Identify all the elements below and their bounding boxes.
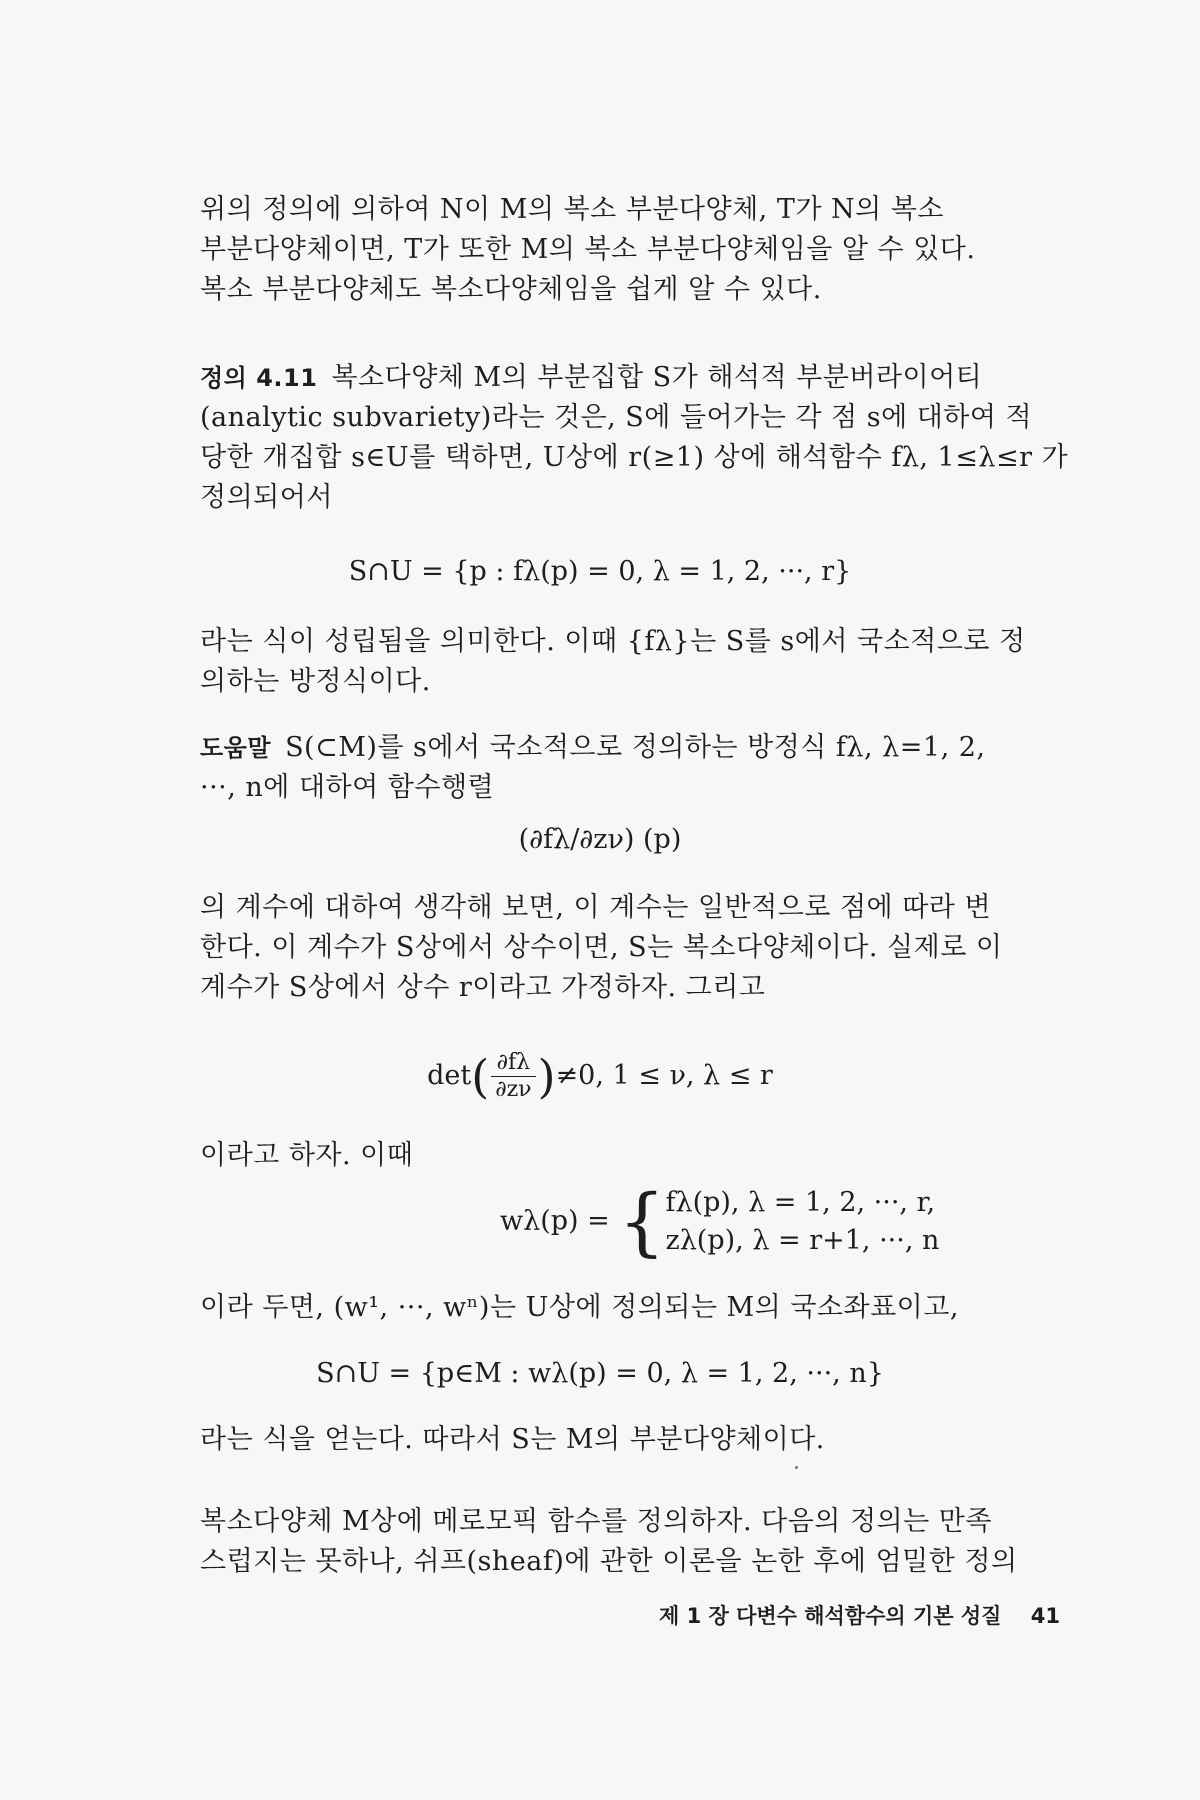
remark-paragraph (200, 728, 1060, 808)
remark-label: 도움말 (200, 734, 272, 762)
det-condition: ≠0, 1 ≤ ν, λ ≤ r (555, 1060, 773, 1091)
rank-paragraph (200, 888, 1060, 1008)
text-line: 라는 식이 성립됨을 의미한다. 이때 {fλ}는 S를 s에서 국소적으로 정 (200, 626, 1026, 657)
text-line: 계수가 S상에서 상수 r이라고 가정하자. 그리고 (200, 972, 766, 1003)
text-line: 의하는 방정식이다. (200, 666, 431, 697)
text-line: 부분다양체이면, T가 또한 M의 복소 부분다양체임을 알 수 있다. (200, 234, 976, 265)
fraction-numerator: ∂fλ (491, 1050, 535, 1077)
speck (795, 1466, 798, 1469)
page-footer (560, 1600, 1060, 1630)
coordinate-line (200, 1288, 1060, 1328)
chapter-title: 제 1 장 다변수 해석함수의 기본 성질 (658, 1604, 1002, 1628)
meromorphic-paragraph (200, 1502, 1060, 1582)
definition-equation: S∩U = {p : fλ(p) = 0, λ = 1, 2, ···, r} (348, 556, 852, 587)
text-line: 이라 두면, (w¹, ···, wⁿ)는 U상에 정의되는 M의 국소좌표이고, (200, 1292, 959, 1323)
definition-conclusion (200, 622, 1060, 702)
jacobian-matrix: (∂fλ/∂zν) (p) (518, 824, 682, 855)
text-line: 위의 정의에 의하여 N이 M의 복소 부분다양체, T가 N의 복소 (200, 194, 944, 225)
text-line: 복소다양체 M상에 메로모픽 함수를 정의하자. 다음의 정의는 만족 (200, 1506, 992, 1537)
remark-text: S(⊂M)를 s에서 국소적으로 정의하는 방정식 fλ, λ=1, 2, (285, 732, 986, 763)
result-line (200, 1420, 1060, 1460)
text-line: 복소 부분다양체도 복소다양체임을 쉽게 알 수 있다. (200, 274, 822, 305)
let-line (200, 1136, 1060, 1176)
text-line: 한다. 이 계수가 S상에서 상수이면, S는 복소다양체이다. 실제로 이 (200, 932, 1003, 963)
text-line: 정의되어서 (200, 482, 333, 513)
text-line: (analytic subvariety)라는 것은, S에 들어가는 각 점 s에 대하여 적 (200, 402, 1033, 433)
case-1: fλ(p), λ = 1, 2, ···, r, (665, 1187, 936, 1218)
page-number: 41 (1030, 1604, 1060, 1628)
fraction-denominator: ∂zν (495, 1077, 532, 1102)
definition-label: 정의 4.11 (200, 364, 318, 392)
text-line: ···, n에 대하여 함수행렬 (200, 772, 495, 803)
cases (665, 1184, 939, 1260)
text-line: 의 계수에 대하여 생각해 보면, 이 계수는 일반적으로 점에 따라 변 (200, 892, 992, 923)
definition-4-11 (200, 358, 1069, 518)
right-paren: ) (537, 1049, 556, 1104)
determinant-condition (0, 1050, 1200, 1130)
subvariety-equation: S∩U = {p∈M : wλ(p) = 0, λ = 1, 2, ···, n} (316, 1358, 884, 1389)
text-line: 스럽지는 못하나, 쉬프(sheaf)에 관한 이론을 논한 후에 엄밀한 정의 (200, 1546, 1018, 1577)
left-brace: { (618, 1179, 666, 1265)
text-line (200, 358, 1060, 398)
text-line (200, 728, 1060, 768)
fraction (491, 1050, 535, 1103)
definition-text: 복소다양체 M의 부분집합 S가 해석적 부분버라이어티 (331, 362, 983, 393)
text-line: 이라고 하자. 이때 (200, 1140, 414, 1171)
intro-paragraph (200, 190, 1060, 310)
text-line: 당한 개집합 s∈U를 택하면, U상에 r(≥1) 상에 해석함수 fλ, 1≤λ≤r 가 (200, 442, 1069, 473)
det-label: det (427, 1060, 472, 1091)
left-paren: ( (471, 1049, 490, 1104)
coordinate-definition (500, 1179, 1100, 1265)
text-line: 라는 식을 얻는다. 따라서 S는 M의 부분다양체이다. (200, 1424, 825, 1455)
w-lhs: wλ(p) = (500, 1205, 610, 1237)
case-2: zλ(p), λ = r+1, ···, n (665, 1225, 940, 1256)
